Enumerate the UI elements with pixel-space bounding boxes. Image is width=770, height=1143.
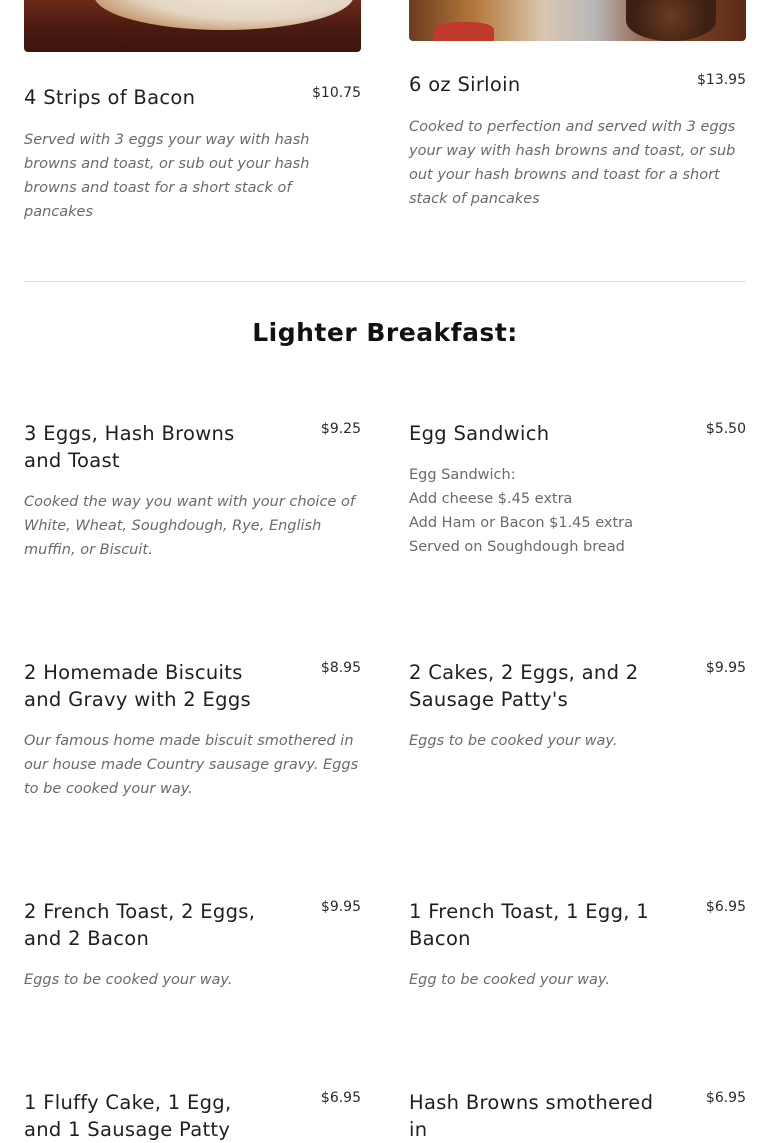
menu-item-price: $5.50 (705, 421, 746, 437)
menu-item-title: Hash Browns smothered in (409, 1091, 654, 1141)
menu-item-title: 1 Fluffy Cake, 1 Egg, and 1 Sausage Patty (24, 1091, 232, 1141)
description-line: Add Ham or Bacon $1.45 extra (409, 515, 634, 531)
menu-item-title: 2 French Toast, 2 Eggs, and 2 Bacon (24, 900, 256, 950)
menu-item-title: 4 Strips of Bacon (24, 86, 196, 109)
description-line: Served on Soughdough bread (409, 539, 625, 555)
sirloin-dish-photo (409, 0, 746, 41)
section-title: Lighter Breakfast: (252, 318, 518, 347)
menu-item-price: $13.95 (697, 72, 746, 88)
menu-item-title: 3 Eggs, Hash Browns and Toast (24, 422, 235, 472)
menu-item-description: Eggs to be cooked your way. (24, 972, 233, 988)
menu-item-price: $9.95 (705, 660, 746, 676)
description-line: Add cheese $.45 extra (409, 491, 573, 507)
menu-item-description: Our famous home made biscuit smothered in our house made Country sausage gravy. Eggs to be cooked your way. (24, 733, 359, 797)
section-divider (24, 281, 746, 282)
menu-item-price: $10.75 (312, 85, 361, 101)
menu-item-price: $9.25 (320, 421, 361, 437)
menu-item-title: 2 Cakes, 2 Eggs, and 2 Sausage Patty's (409, 661, 639, 711)
menu-item-title: 2 Homemade Biscuits and Gravy with 2 Eggs (24, 661, 251, 711)
menu-item-description: Served with 3 eggs your way with hash browns and toast, or sub out your hash browns and toast for a short stack of pancakes (24, 132, 310, 220)
menu-item-title: 1 French Toast, 1 Egg, 1 Bacon (409, 900, 649, 950)
menu-item-description: Cooked the way you want with your choice of White, Wheat, Soughdough, Rye, English muffin, or Biscuit. (24, 494, 355, 558)
description-line: Egg Sandwich: (409, 467, 516, 483)
menu-item-description: Eggs to be cooked your way. (409, 733, 618, 749)
menu-item-price: $6.95 (705, 1090, 746, 1106)
menu-item-description: Cooked to perfection and served with 3 eggs your way with hash browns and toast, or sub out your hash browns and toast for a short stack of pancakes (409, 119, 736, 207)
menu-item-title: Egg Sandwich (409, 422, 550, 445)
menu-item-description: Egg to be cooked your way. (409, 972, 610, 988)
menu-item-price: $6.95 (705, 899, 746, 915)
menu-item-title: 6 oz Sirloin (409, 73, 521, 96)
menu-item-description (409, 463, 746, 559)
menu-item-price: $6.95 (320, 1090, 361, 1106)
menu-item-price: $8.95 (320, 660, 361, 676)
menu-item-price: $9.95 (320, 899, 361, 915)
bacon-dish-photo (24, 0, 361, 52)
